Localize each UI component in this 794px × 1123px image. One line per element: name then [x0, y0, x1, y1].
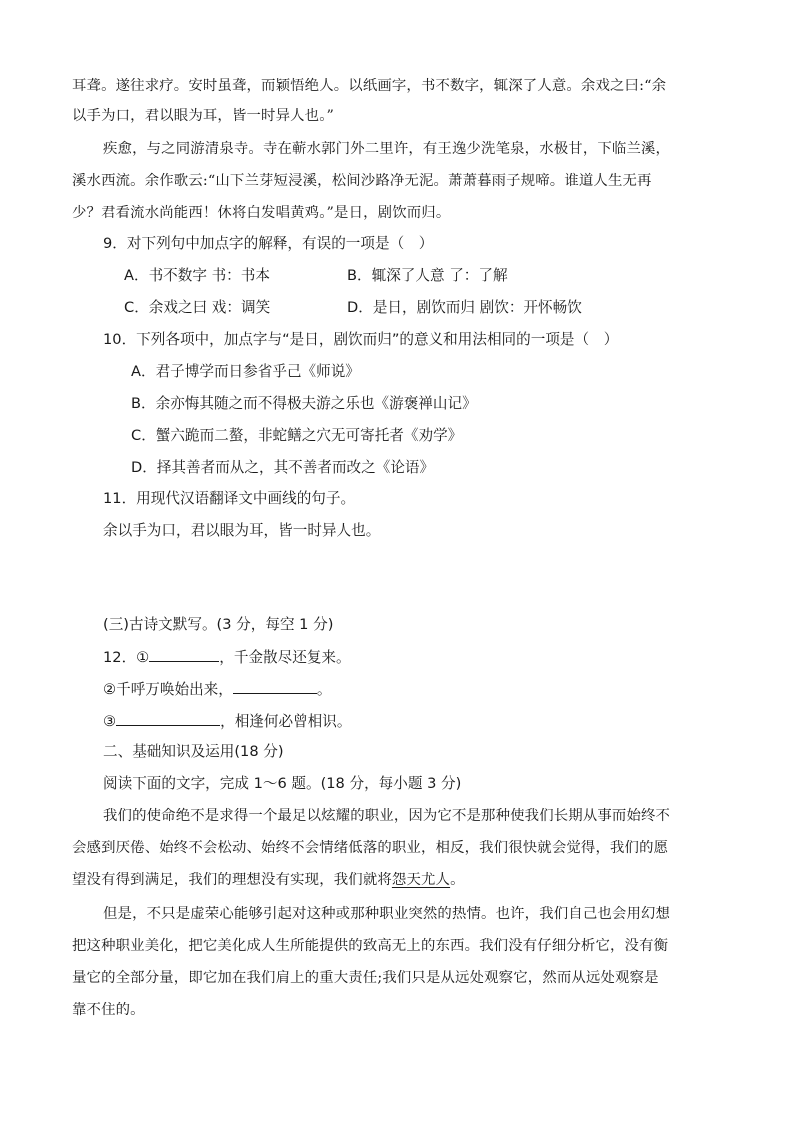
question-12-line-2	[103, 679, 331, 700]
question-11-sentence: 余以手为口，君以眼为耳，皆一时异人也。	[103, 522, 381, 539]
question-10-option-b: B．余亦悔其随之而不得极夫游之乐也《游褒禅山记》	[131, 395, 477, 412]
reading-paragraph-1-line: 会感到厌倦、始终不会松动、始终不会情绪低落的职业，相反，我们很快就会觉得，我们的愿	[72, 840, 669, 856]
circle-3-marker: ③	[103, 713, 117, 730]
question-10-stem: 10．下列各项中，加点字与“是日，剧饮而归”的意义和用法相同的一项是（ ）	[103, 331, 619, 348]
question-11-stem: 11．用现代汉语翻译文中画线的句子。	[103, 490, 356, 507]
passage-line: 溪水西流。余作歌云:“山下兰芽短浸溪，松间沙路净无泥。萧萧暮雨子规啼。谁道人生无再	[72, 173, 652, 189]
part-2-heading: 二、基础知识及运用(18 分)	[103, 743, 284, 760]
poem-line-2-tail: 。	[316, 681, 332, 698]
answer-blank-2[interactable]	[233, 679, 317, 694]
reading-paragraph-1-end: 。	[450, 872, 465, 888]
question-9-option-c: C．余戏之曰 戏：调笑	[124, 299, 271, 316]
underlined-idiom: 怨天尤人	[391, 872, 451, 888]
question-12-line-1	[103, 647, 351, 668]
circle-1-marker: ①	[136, 649, 150, 666]
poem-line-1-tail: ，千金散尽还复来。	[219, 649, 351, 666]
question-10-option-d: D．择其善者而从之，其不善者而改之《论语》	[131, 459, 435, 476]
question-10-option-a: A．君子博学而日参省乎己《师说》	[131, 363, 360, 380]
question-9-option-a: A．书不数字 书：书本	[124, 267, 270, 284]
question-9-option-d: D．是日，剧饮而归 剧饮：开怀畅饮	[347, 299, 582, 316]
passage-line: 以手为口，君以眼为耳，皆一时异人也。”	[72, 108, 335, 124]
circle-2-marker: ②	[103, 681, 117, 698]
reading-paragraph-1-text: 望没有得到满足，我们的理想没有实现，我们就将	[72, 872, 392, 888]
poem-line-3-tail: ，相逢何必曾相识。	[220, 713, 352, 730]
question-12-line-3	[103, 711, 351, 732]
question-12-number: 12．	[103, 649, 137, 666]
poem-line-2-head: 千呼万唤始出来，	[116, 681, 233, 698]
section-3-heading: (三)古诗文默写。(3 分，每空 1 分)	[103, 616, 334, 633]
question-9-option-b: B．辄深了人意 了：了解	[347, 267, 508, 284]
reading-paragraph-1-last-line	[72, 870, 465, 890]
reading-paragraph-2-line: 但是，不只是虚荣心能够引起对这种或那种职业突然的热情。也许，我们自己也会用幻想	[103, 906, 671, 922]
question-9-stem: 9．对下列句中加点字的解释，有误的一项是（ ）	[103, 235, 434, 252]
part-2-instruction: 阅读下面的文字，完成 1～6 题。(18 分，每小题 3 分)	[103, 775, 462, 792]
answer-blank-1[interactable]	[149, 647, 219, 662]
passage-line: 疾愈，与之同游清泉寺。寺在蕲水郭门外二里许，有王逸少洗笔泉，水极甘，下临兰溪，	[103, 141, 671, 157]
question-10-option-c: C．蟹六跪而二螯，非蛇鳝之穴无可寄托者《劝学》	[131, 427, 463, 444]
passage-line: 耳聋。遂往求疗。安时虽聋，而颖悟绝人。以纸画字，书不数字，辄深了人意。余戏之曰:“余	[72, 78, 667, 94]
reading-paragraph-2-line: 量它的全部分量，即它加在我们肩上的重大责任;我们只是从远处观察它，然而从远处观察是	[72, 970, 659, 986]
reading-paragraph-2-line: 靠不住的。	[72, 1002, 145, 1018]
passage-line: 少？君看流水尚能西！休将白发唱黄鸡。”是日，剧饮而归。	[72, 205, 451, 221]
answer-blank-3[interactable]	[116, 711, 220, 726]
reading-paragraph-2-line: 把这种职业美化，把它美化成人生所能提供的致高无上的东西。我们没有仔细分析它，没有衡	[72, 938, 669, 954]
reading-paragraph-1-line: 我们的使命绝不是求得一个最足以炫耀的职业，因为它不是那种使我们长期从事而始终不	[103, 808, 671, 824]
